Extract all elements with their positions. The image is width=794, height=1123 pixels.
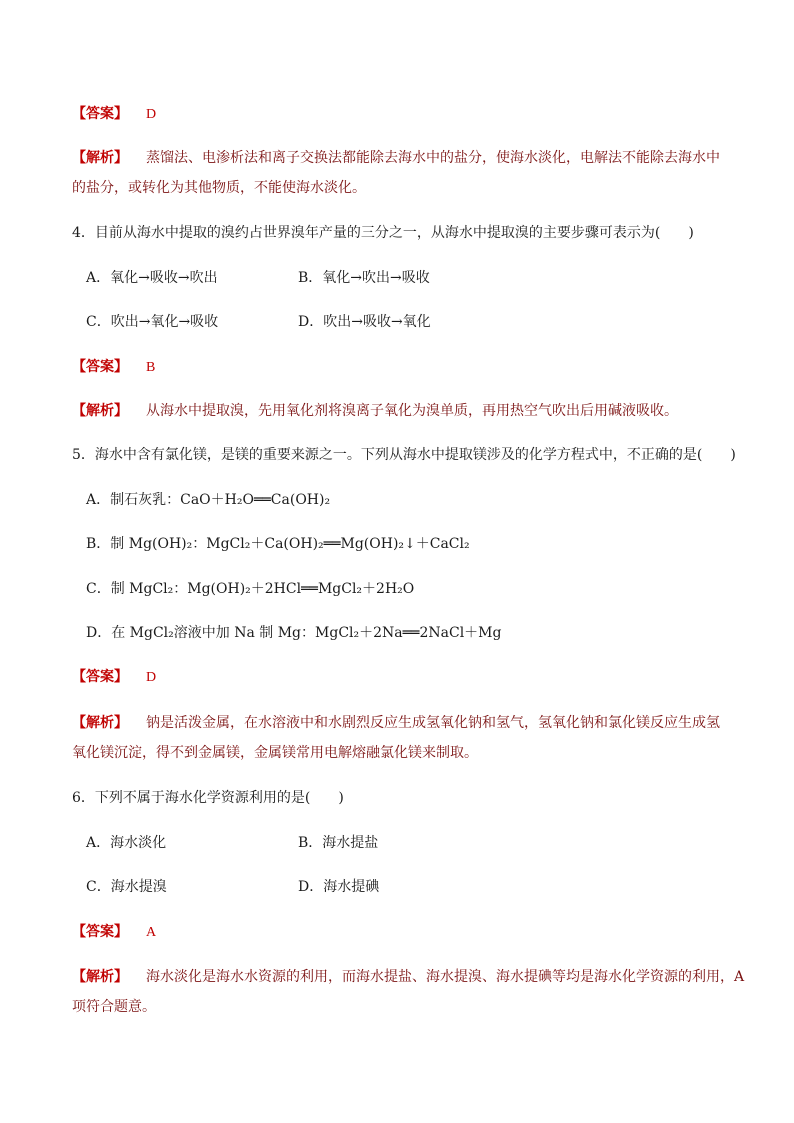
q4-option-c: C．吹出→氧化→吸收 <box>86 314 219 330</box>
q6-option-b: B．海水提盐 <box>298 835 379 851</box>
explain-text: 海水淡化是海水水资源的利用，而海水提盐、海水提溴、海水提碘等均是海水化学资源的利用，A <box>146 969 745 985</box>
q3-explain-line2: 的盐分，或转化为其他物质，不能使海水淡化。 <box>72 180 366 196</box>
q3-explain-row <box>72 148 720 168</box>
q5-option-a: A．制石灰乳：CaO＋H₂O══Ca(OH)₂ <box>86 492 331 508</box>
q5-option-c: C．制 MgCl₂：Mg(OH)₂＋2HCl══MgCl₂＋2H₂O <box>86 581 415 597</box>
answer-tag: 【答案】 <box>72 924 128 940</box>
q6-explain-row <box>72 967 744 987</box>
q4-explain-row <box>72 401 678 421</box>
q6-answer-row <box>72 922 156 943</box>
answer-value: A <box>146 925 157 940</box>
q6-option-d: D．海水提碘 <box>298 879 380 895</box>
explain-text: 钠是活泼金属，在水溶液中和水剧烈反应生成氢氧化钠和氢气，氢氧化钠和氯化镁反应生成氢 <box>146 715 720 731</box>
q6-option-a: A．海水淡化 <box>86 835 167 851</box>
q5-option-d: D．在 MgCl₂溶液中加 Na 制 Mg：MgCl₂＋2Na══2NaCl＋Mg <box>86 625 502 641</box>
answer-value: B <box>146 360 156 375</box>
answer-tag: 【答案】 <box>72 669 128 685</box>
answer-value: D <box>146 107 157 122</box>
answer-tag: 【答案】 <box>72 359 128 375</box>
explain-text: 从海水中提取溴，先用氧化剂将溴离子氧化为溴单质，再用热空气吹出后用碱液吸收。 <box>146 403 678 419</box>
q6-explain-line2: 项符合题意。 <box>72 999 156 1015</box>
q6-question: 6．下列不属于海水化学资源利用的是( ) <box>72 790 344 806</box>
q4-option-a: A．氧化→吸收→吹出 <box>86 270 218 286</box>
explain-tag: 【解析】 <box>72 403 128 419</box>
answer-tag: 【答案】 <box>72 106 128 122</box>
q4-option-b: B．氧化→吹出→吸收 <box>298 270 430 286</box>
answer-value: D <box>146 670 157 685</box>
q4-answer-row <box>72 357 155 378</box>
q5-explain-row <box>72 713 720 733</box>
q4-option-d: D．吹出→吸收→氧化 <box>298 314 431 330</box>
explain-tag: 【解析】 <box>72 715 128 731</box>
q6-option-c: C．海水提溴 <box>86 879 167 895</box>
q4-question: 4．目前从海水中提取的溴约占世界溴年产量的三分之一，从海水中提取溴的主要步骤可表示为( ) <box>72 225 694 241</box>
explain-tag: 【解析】 <box>72 150 128 166</box>
q5-question: 5．海水中含有氯化镁，是镁的重要来源之一。下列从海水中提取镁涉及的化学方程式中，不正确的是( ) <box>72 447 736 463</box>
q5-option-b: B．制 Mg(OH)₂：MgCl₂＋Ca(OH)₂══Mg(OH)₂↓＋CaCl₂ <box>86 536 470 552</box>
explain-text: 蒸馏法、电渗析法和离子交换法都能除去海水中的盐分，使海水淡化，电解法不能除去海水中 <box>146 150 720 166</box>
q5-answer-row <box>72 667 156 688</box>
q3-answer-row <box>72 104 156 125</box>
explain-tag: 【解析】 <box>72 969 128 985</box>
q5-explain-line2: 氧化镁沉淀，得不到金属镁，金属镁常用电解熔融氯化镁来制取。 <box>72 745 478 761</box>
